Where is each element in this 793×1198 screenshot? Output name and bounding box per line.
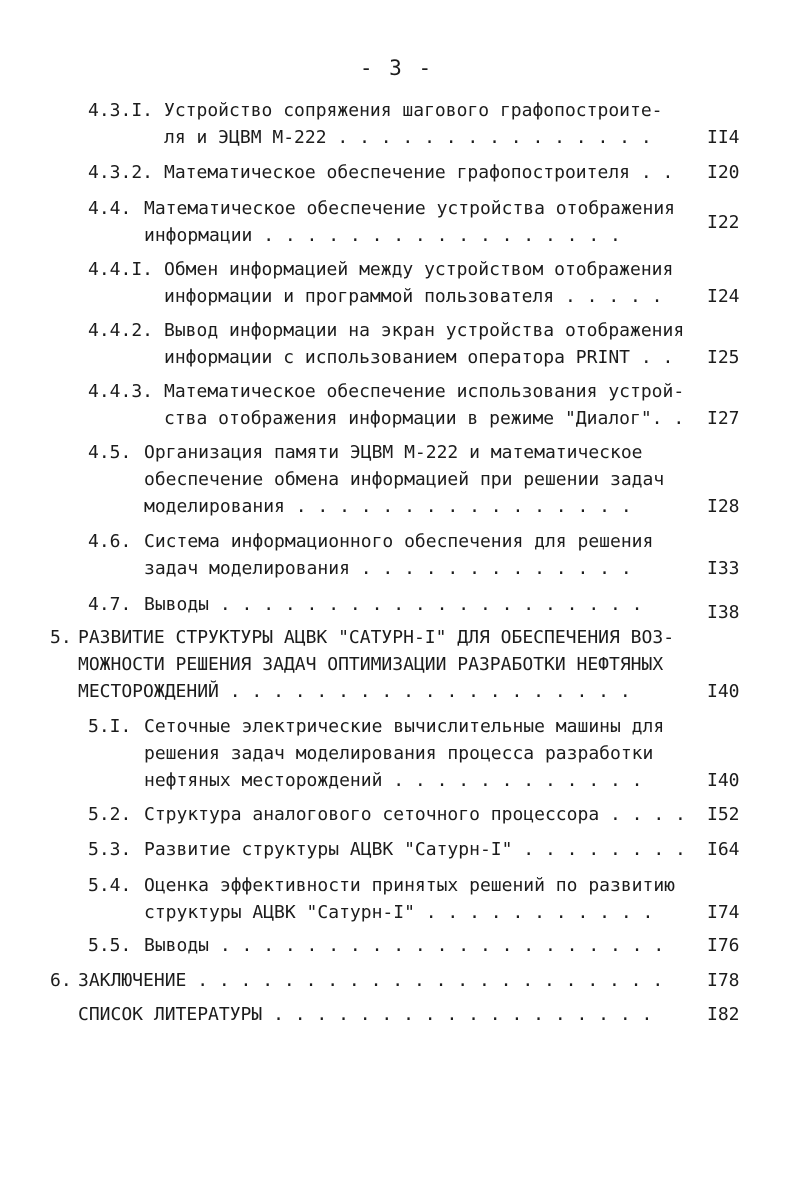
toc-entry-title-line: информации . . . . . . . . . . . . . . . . . [144,225,621,246]
toc-entry-number: 4.5. [88,442,132,463]
toc-entry-title-line: Оценка эффективности принятых решений по развитию [144,875,676,896]
toc-entry-title-line: МОЖНОСТИ РЕШЕНИЯ ЗАДАЧ ОПТИМИЗАЦИИ РАЗРАБОТКИ НЕФТЯНЫХ [78,654,664,675]
toc-entry-title-line: Выводы . . . . . . . . . . . . . . . . . . . . . [144,935,665,956]
toc-entry-number: 4.6. [88,531,132,552]
toc-entry-title-line: Математическое обеспечение использования устрой- [164,381,685,402]
toc-entry-title-line: МЕСТОРОЖДЕНИЙ . . . . . . . . . . . . . . . . . . . [78,681,631,702]
toc-entry-number: 4.4.I. [88,259,154,280]
toc-entry-title-line: ства отображения информации в режиме "Диалог". . [164,408,685,429]
toc-entry-number: 5.5. [88,935,132,956]
toc-entry-title-line: обеспечение обмена информацией при решении задач [144,469,665,490]
toc-entry-title-line: информации с использованием оператора PRINT . . [164,347,674,368]
toc-entry-title-line: Выводы . . . . . . . . . . . . . . . . . . . . [144,594,643,615]
toc-entry-page: I25 [707,347,740,368]
toc-entry-number: 4.4.2. [88,320,154,341]
toc-entry-page: I20 [707,162,740,183]
toc-entry-title-line: Система информационного обеспечения для решения [144,531,654,552]
toc-entry-title-line: ЗАКЛЮЧЕНИЕ . . . . . . . . . . . . . . . . . . . . . . [78,970,664,991]
toc-entry-page: I82 [707,1004,740,1025]
toc-entry-title-line: Математическое обеспечение устройства отображения [144,198,676,219]
toc-entry-title-line: Организация памяти ЭЦВМ М-222 и математическое [144,442,643,463]
toc-entry-title-line: Вывод информации на экран устройства отображения [164,320,685,341]
toc-entry-title-line: решения задач моделирования процесса разработки [144,743,654,764]
toc-entry-title-line: структуры АЦВК "Сатурн-I" . . . . . . . . . . . [144,902,654,923]
toc-entry-page: II4 [707,127,740,148]
toc-entry-page: I33 [707,558,740,579]
toc-entry-page: I28 [707,496,740,517]
toc-entry-title-line: Сеточные электрические вычислительные машины для [144,716,665,737]
toc-entry-title-line: ля и ЭЦВМ М-222 . . . . . . . . . . . . . . . [164,127,652,148]
toc-entry-number: 4.7. [88,594,132,615]
toc-entry-page: I38 [707,602,740,623]
toc-entry-title-line: задач моделирования . . . . . . . . . . . . . [144,558,632,579]
toc-entry-number: 5.4. [88,875,132,896]
toc-entry-title-line: Математическое обеспечение графопостроителя . . [164,162,674,183]
toc-entry-title-line: Обмен информацией между устройством отображения [164,259,674,280]
toc-entry-page: I22 [707,212,740,233]
toc-entry-number: 4.4. [88,198,132,219]
toc-entry-page: I78 [707,970,740,991]
toc-entry-title-line: Устройство сопряжения шагового графопостроите- [164,100,663,121]
toc-entry-page: I64 [707,839,740,860]
toc-entry-title-line: РАЗВИТИЕ СТРУКТУРЫ АЦВК "САТУРН-I" ДЛЯ ОБЕСПЕЧЕНИЯ ВОЗ- [78,627,675,648]
toc-entry-number: 4.4.3. [88,381,154,402]
toc-entry-title-line: моделирования . . . . . . . . . . . . . . . . [144,496,632,517]
toc-entry-title-line: нефтяных месторождений . . . . . . . . . . . . [144,770,643,791]
page-number: - 3 - [359,56,434,80]
toc-entry-number: 5.3. [88,839,132,860]
toc-entry-page: I27 [707,408,740,429]
toc-entry-title-line: Развитие структуры АЦВК "Сатурн-I" . . . . . . . . [144,839,686,860]
toc-entry-page: I74 [707,902,740,923]
toc-entry-page: I52 [707,804,740,825]
toc-entry-page: I40 [707,681,740,702]
toc-entry-number: 4.3.2. [88,162,154,183]
toc-entry-page: I24 [707,286,740,307]
toc-entry-number: 5.I. [88,716,132,737]
toc-entry-number: 4.3.I. [88,100,154,121]
toc-entry-title-line: Структура аналогового сеточного процессора . . . . [144,804,686,825]
toc-entry-title-line: СПИСОК ЛИТЕРАТУРЫ . . . . . . . . . . . . . . . . . . [78,1004,653,1025]
toc-entry-page: I40 [707,770,740,791]
toc-entry-number: 6. [50,970,72,991]
toc-entry-number: 5.2. [88,804,132,825]
toc-entry-title-line: информации и программой пользователя . . . . . [164,286,663,307]
toc-entry-number: 5. [50,627,72,648]
toc-entry-page: I76 [707,935,740,956]
